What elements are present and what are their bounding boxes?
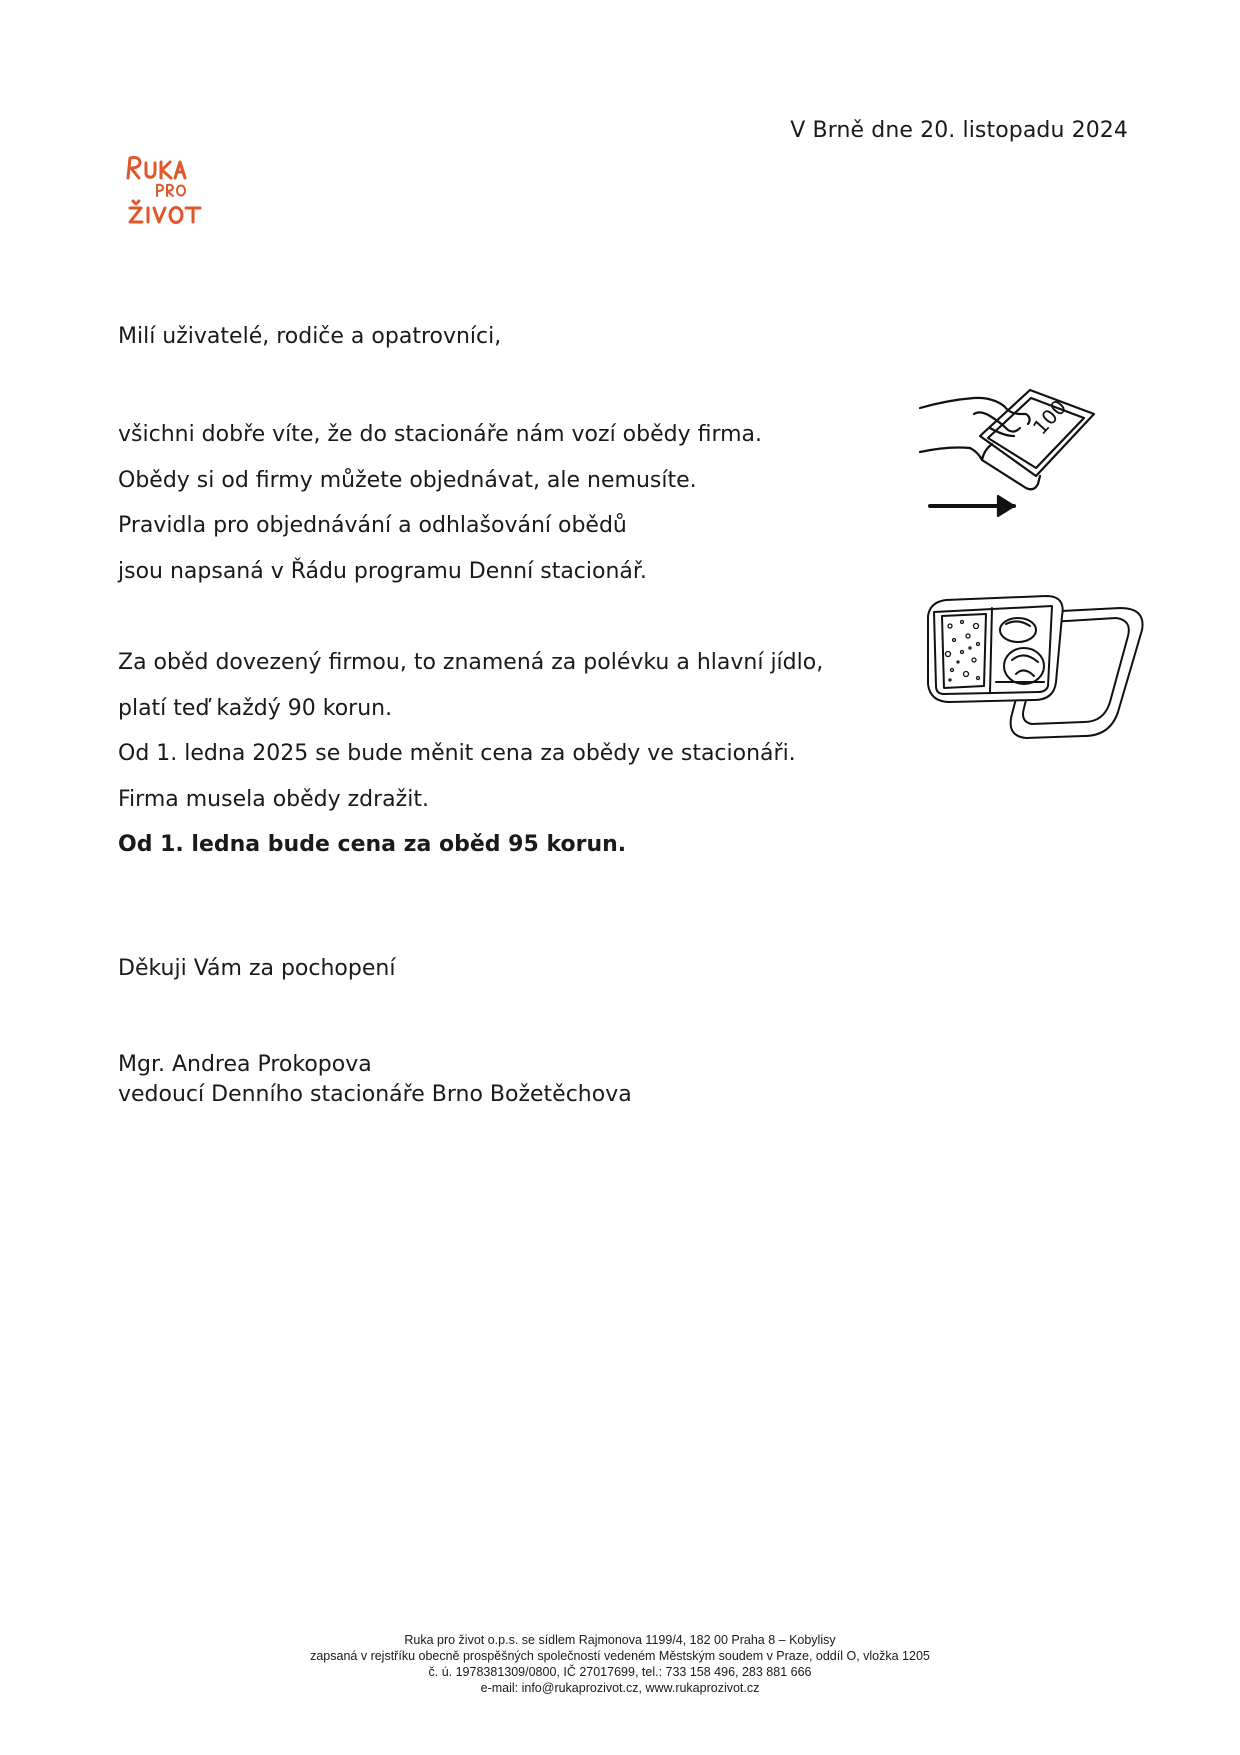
lunchbox-icon [920,590,1152,740]
footer-line: č. ú. 1978381309/0800, IČ 27017699, tel.: 733 158 496, 283 881 666 [428,1665,812,1679]
thanks-line: Děkuji Vám za pochopení [118,956,396,981]
signature-name: Mgr. Andrea Prokopova [118,1052,372,1077]
paragraph-line: Obědy si od firmy můžete objednávat, ale nemusíte. [118,467,697,493]
lunchbox-graphic [920,590,1152,740]
paragraph-line: Od 1. ledna 2025 se bude měnit cena za obědy ve stacionáři. [118,741,796,766]
letter-date: V Brně dne 20. listopadu 2024 [790,118,1128,143]
paragraph-line: platí teď každý 90 korun. [118,695,393,721]
footer [0,1632,1240,1696]
footer-line: Ruka pro život o.p.s. se sídlem Rajmonova 1199/4, 182 00 Praha 8 – Kobylisy [404,1633,836,1647]
ruka-pro-zivot-logo [124,154,212,230]
hand-paying-money-icon [918,384,1098,524]
signature-block [118,1050,878,1110]
new-price-emphasis: Od 1. ledna bude cena za oběd 95 korun. [118,832,627,857]
paragraph-line: jsou napsaná v Řádu programu Denní stacionář. [118,558,647,584]
paragraph-ordering [118,412,878,594]
paragraph-line: Za oběd dovezený firmou, to znamená za polévku a hlavní jídlo, [118,650,824,675]
signature-role: vedoucí Denního stacionáře Brno Božetěchova [118,1082,632,1107]
greeting: Milí uživatelé, rodiče a opatrovníci, [118,324,502,349]
paragraph-line: Firma musela obědy zdražit. [118,786,429,812]
paragraph-line: všichni dobře víte, že do stacionáře nám vozí obědy firma. [118,422,763,447]
banknote-value: 100 [1027,394,1072,440]
footer-line: zapsaná v rejstříku obecně prospěšných společností vedeném Městským soudem v Praze, oddíl O, vložka 1205 [310,1649,930,1663]
paragraph-line: Pravidla pro objednávání a odhlašování obědů [118,513,627,538]
footer-contact-line: e-mail: info@rukaprozivot.cz, www.rukaprozivot.cz [480,1681,760,1695]
paragraph-price [118,640,878,868]
hand-paying-money-graphic [918,384,1098,524]
logo-graphic [124,154,212,230]
